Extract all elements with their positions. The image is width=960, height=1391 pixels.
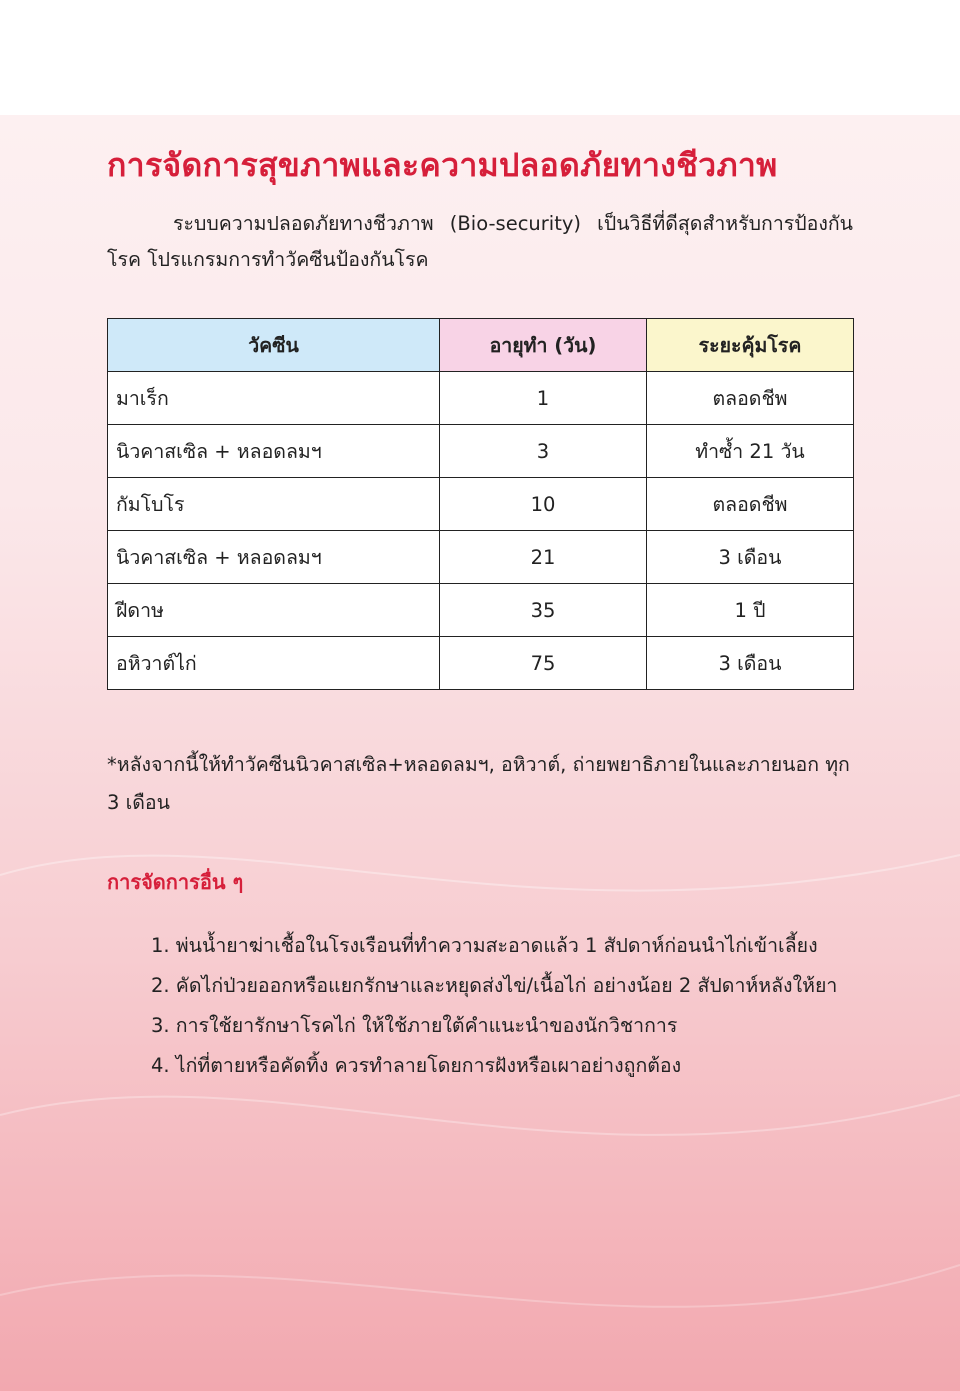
table-row <box>108 584 854 637</box>
other-management-list <box>151 926 837 1086</box>
vaccination-note: *หลังจากนี้ให้ทำวัคซีนนิวคาสเซิล+หลอดลมฯ, อหิวาต์, ถ่ายพยาธิภายในและภายนอก ทุก 3 เดือน <box>107 753 850 814</box>
cell-age: 75 <box>440 637 647 690</box>
table-row <box>108 637 854 690</box>
header-age-days: อายุทำ (วัน) <box>440 319 647 372</box>
table-row <box>108 372 854 425</box>
header-protection-period: ระยะคุ้มโรค <box>647 319 854 372</box>
cell-protection: ตลอดชีพ <box>647 478 854 531</box>
cell-protection: 1 ปี <box>647 584 854 637</box>
cell-protection: ทำซ้ำ 21 วัน <box>647 425 854 478</box>
cell-vaccine: กัมโบโร <box>108 478 440 531</box>
cell-age: 35 <box>440 584 647 637</box>
list-item: 4. ไก่ที่ตายหรือคัดทิ้ง ควรทำลายโดยการฝังหรือเผาอย่างถูกต้อง <box>151 1054 682 1077</box>
header-vaccine: วัคซีน <box>108 319 440 372</box>
list-item: 2. คัดไก่ป่วยออกหรือแยกรักษาและหยุดส่งไข่/เนื้อไก่ อย่างน้อย 2 สัปดาห์หลังให้ยา <box>151 974 838 997</box>
cell-vaccine: ฝีดาษ <box>108 584 440 637</box>
cell-vaccine: นิวคาสเซิล + หลอดลมฯ <box>108 425 440 478</box>
cell-vaccine: อหิวาต์ไก่ <box>108 637 440 690</box>
page-title: การจัดการสุขภาพและความปลอดภัยทางชีวภาพ <box>107 146 778 184</box>
list-item: 1. พ่นน้ำยาฆ่าเชื้อในโรงเรือนที่ทำความสะอาดแล้ว 1 สัปดาห์ก่อนนำไก่เข้าเลี้ยง <box>151 934 818 957</box>
table-row <box>108 425 854 478</box>
cell-protection: 3 เดือน <box>647 637 854 690</box>
vaccine-schedule-table <box>107 318 854 690</box>
cell-age: 10 <box>440 478 647 531</box>
table-row <box>108 478 854 531</box>
cell-vaccine: นิวคาสเซิล + หลอดลมฯ <box>108 531 440 584</box>
table-row <box>108 531 854 584</box>
cell-protection: ตลอดชีพ <box>647 372 854 425</box>
list-item: 3. การใช้ยารักษาโรคไก่ ให้ใช้ภายใต้คำแนะนำของนักวิชาการ <box>151 1014 678 1037</box>
cell-age: 3 <box>440 425 647 478</box>
intro-paragraph: ระบบความปลอดภัยทางชีวภาพ (Bio-security) เป็นวิธีที่ดีสุดสำหรับการป้องกันโรค โปรแกรมการทำวัคซีนป้องกันโรค <box>107 212 853 271</box>
cell-protection: 3 เดือน <box>647 531 854 584</box>
table-header-row <box>108 319 854 372</box>
cell-vaccine: มาเร็ก <box>108 372 440 425</box>
other-management-heading: การจัดการอื่น ๆ <box>107 870 244 894</box>
cell-age: 1 <box>440 372 647 425</box>
cell-age: 21 <box>440 531 647 584</box>
